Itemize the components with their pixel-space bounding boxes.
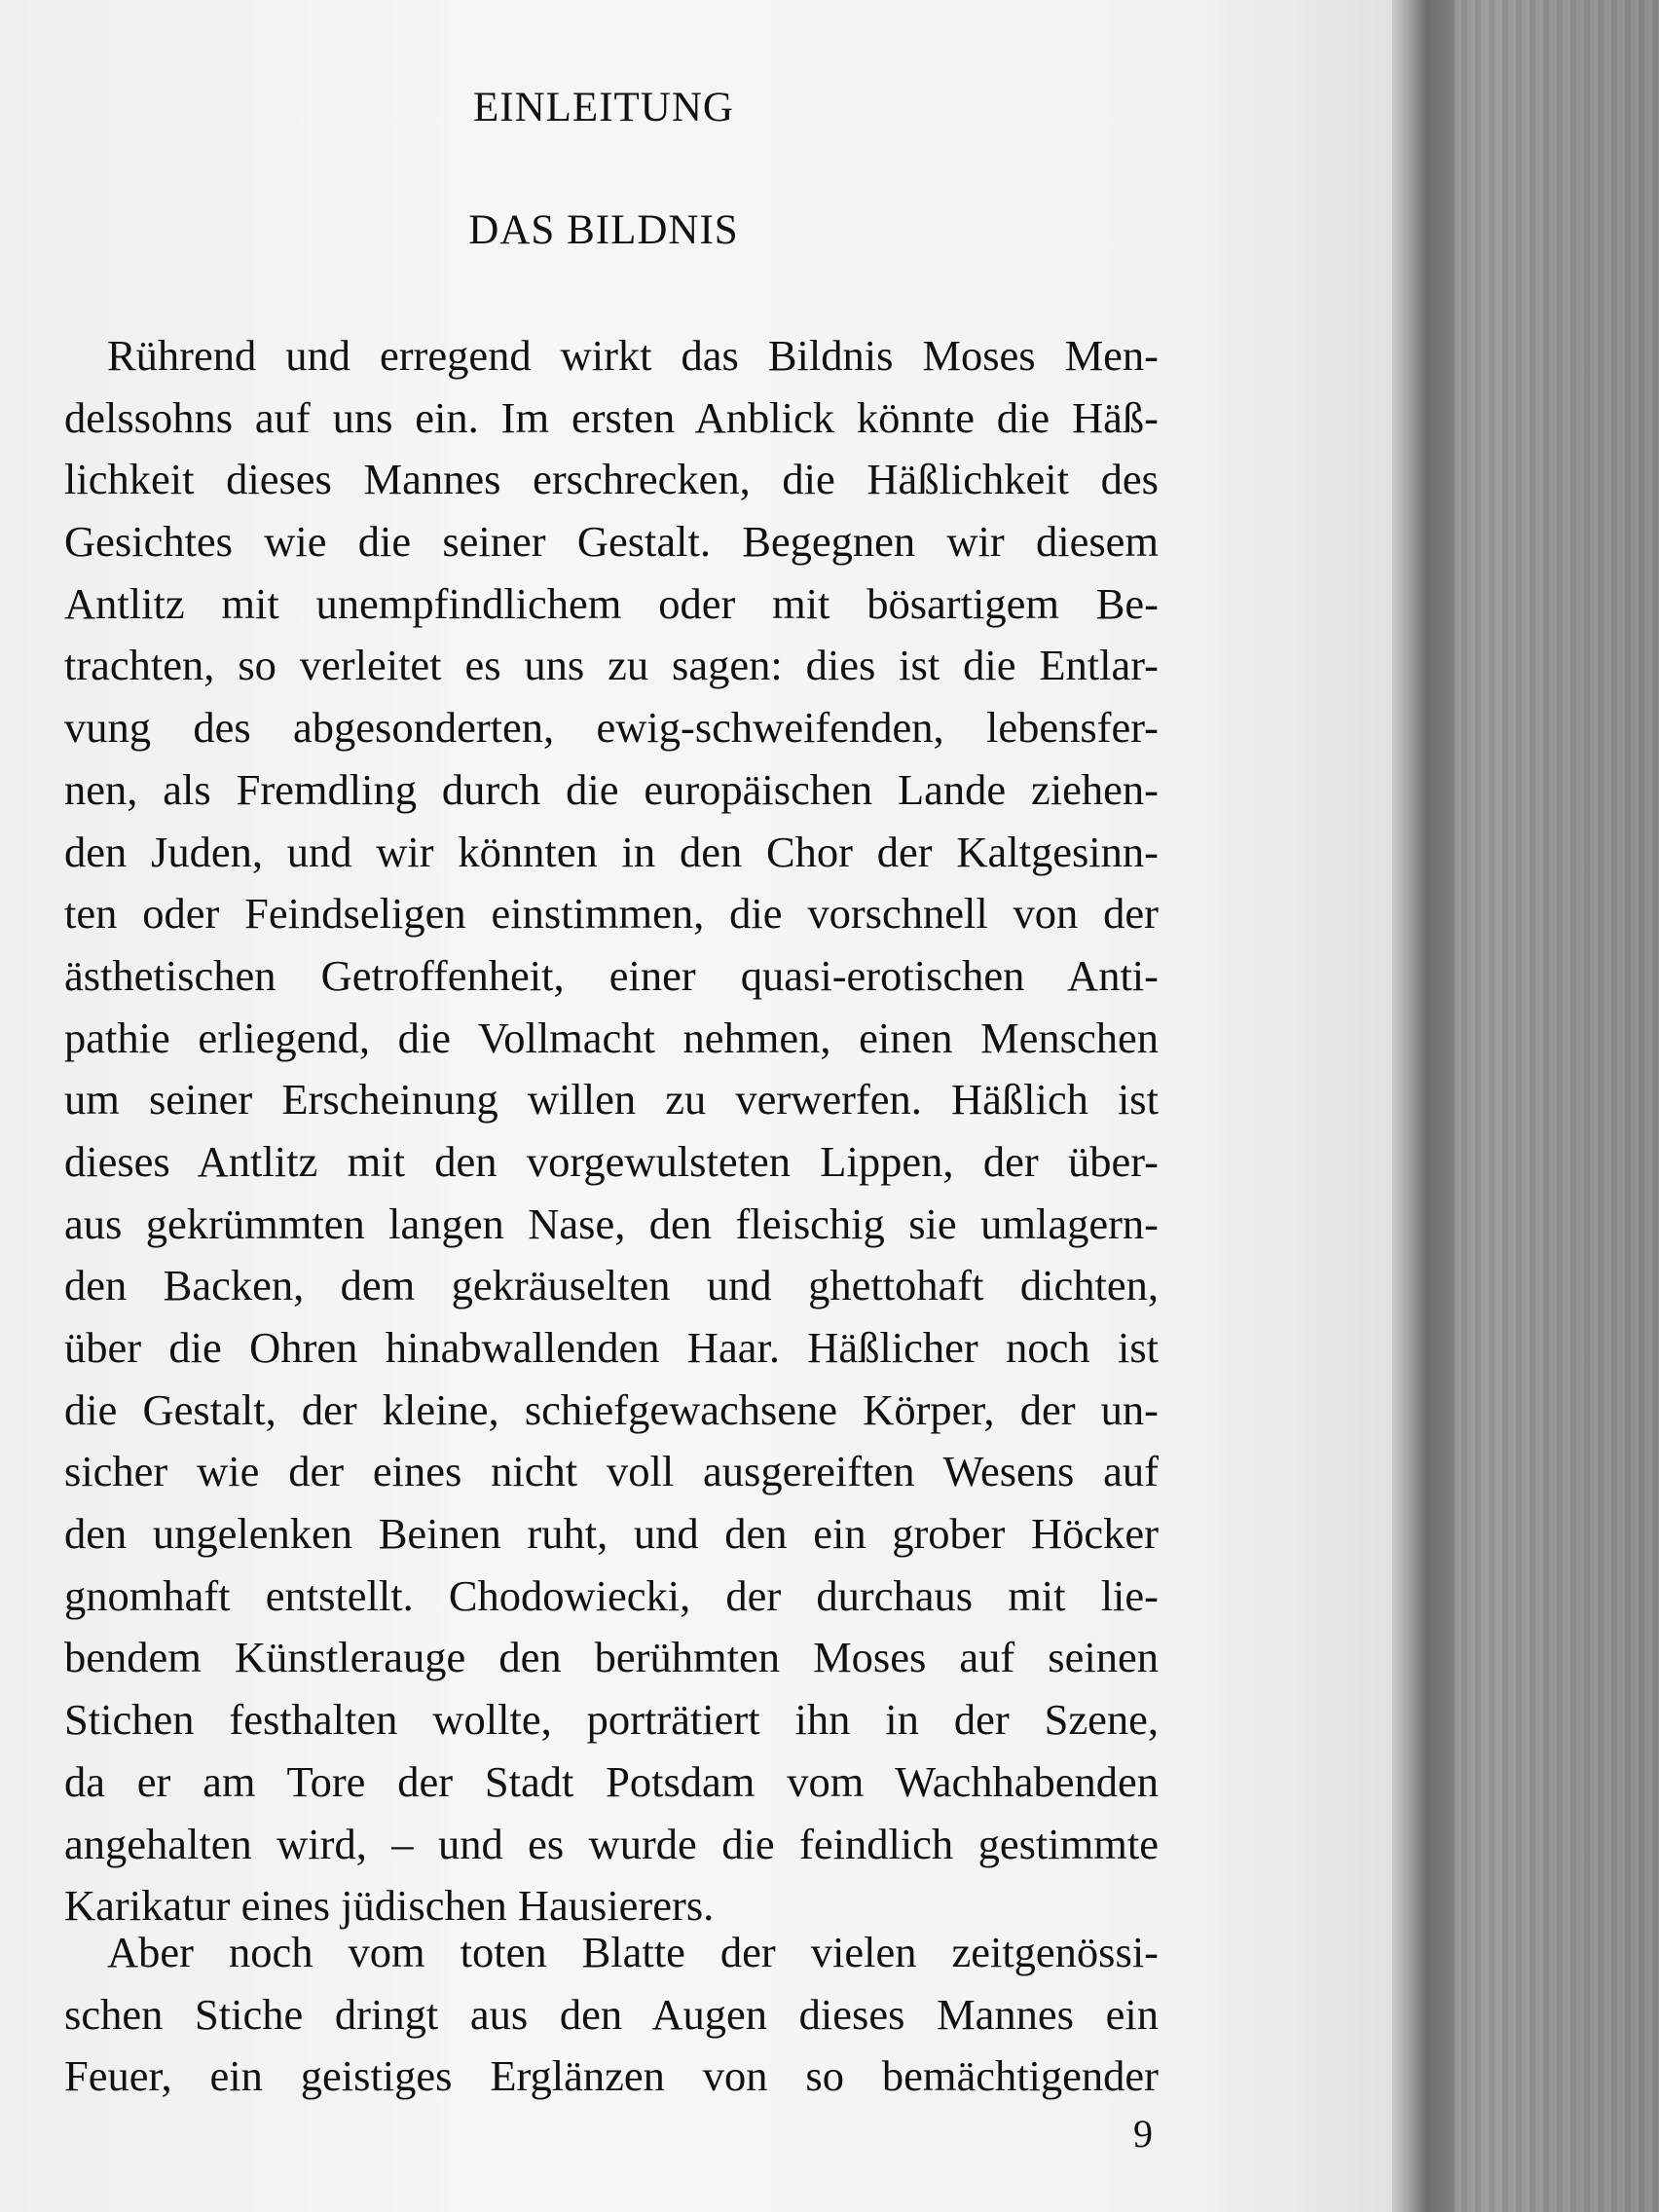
text-line: schen Stiche dringt aus den Augen dieses Mannes ein (64, 1989, 1159, 2039)
text-line: pathie erliegend, die Vollmacht nehmen, einen Menschen (64, 1013, 1159, 1062)
text-line: gnomhaft entstellt. Chodowiecki, der durchaus mit lie- (64, 1570, 1159, 1620)
section-heading: DAS BILDNIS (468, 207, 739, 253)
chapter-heading: EINLEITUNG (473, 85, 734, 130)
text-line: delssohns auf uns ein. Im ersten Anblick könnte die Häß- (64, 392, 1159, 442)
text-line: vung des abgesonderten, ewig-schweifenden, lebensfer- (64, 703, 1159, 753)
text-line: um seiner Erscheinung willen zu verwerfen. Häßlich ist (64, 1075, 1159, 1124)
text-line: Feuer, ein geistiges Erglänzen von so bemächtigender (64, 2051, 1159, 2101)
page-edge (1386, 0, 1455, 2212)
text-line: nen, als Fremdling durch die europäischen Lande ziehen- (64, 764, 1159, 814)
text-line: angehalten wird, – und es wurde die feindlich gestimmte (64, 1819, 1159, 1868)
paragraph-2 (64, 1922, 1159, 2108)
text-line: den ungelenken Beinen ruht, und den ein grober Höcker (64, 1509, 1159, 1559)
text-line: die Gestalt, der kleine, schiefgewachsene Körper, der un- (64, 1384, 1159, 1434)
text-line: sicher wie der eines nicht voll ausgereiften Wesens auf (64, 1447, 1159, 1496)
text-line: lichkeit dieses Mannes erschrecken, die Häßlichkeit des (64, 455, 1159, 504)
text-line: Stichen festhalten wollte, porträtiert ihn in der Szene, (64, 1695, 1159, 1745)
text-line: ästhetischen Getroffenheit, einer quasi-erotischen Anti- (64, 950, 1159, 1000)
text-line: Aber noch vom toten Blatte der vielen zeitgenössi- (107, 1928, 1159, 1976)
text-line: Gesichtes wie die seiner Gestalt. Begegnen wir diesem (64, 517, 1159, 567)
text-line: Karikatur eines jüdischen Hausierers. (64, 1881, 715, 1931)
text-line: Antlitz mit unempfindlichem oder mit bösartigem Be- (64, 578, 1159, 628)
text-line: den Backen, dem gekräuselten und ghettohaft dichten, (64, 1261, 1159, 1310)
page-number: 9 (1133, 2112, 1153, 2156)
text-line: dieses Antlitz mit den vorgewulsteten Lippen, der über- (64, 1136, 1159, 1186)
text-line: da er am Tore der Stadt Potsdam vom Wachhabenden (64, 1756, 1159, 1806)
text-line: bendem Künstlerauge den berühmten Moses auf seinen (64, 1633, 1159, 1682)
text-line: Rührend und erregend wirkt das Bildnis Moses Men- (107, 331, 1159, 380)
text-line: über die Ohren hinabwallenden Haar. Häßlicher noch ist (64, 1323, 1159, 1372)
text-line: trachten, so verleitet es uns zu sagen: dies ist die Entlar- (64, 641, 1159, 690)
paragraph-1 (64, 325, 1159, 1937)
text-line: ten oder Feindseligen einstimmen, die vorschnell von der (64, 889, 1159, 939)
text-line: den Juden, und wir könnten in den Chor der Kaltgesinn- (64, 827, 1159, 876)
text-line: aus gekrümmten langen Nase, den fleischig sie umlagern- (64, 1198, 1159, 1248)
